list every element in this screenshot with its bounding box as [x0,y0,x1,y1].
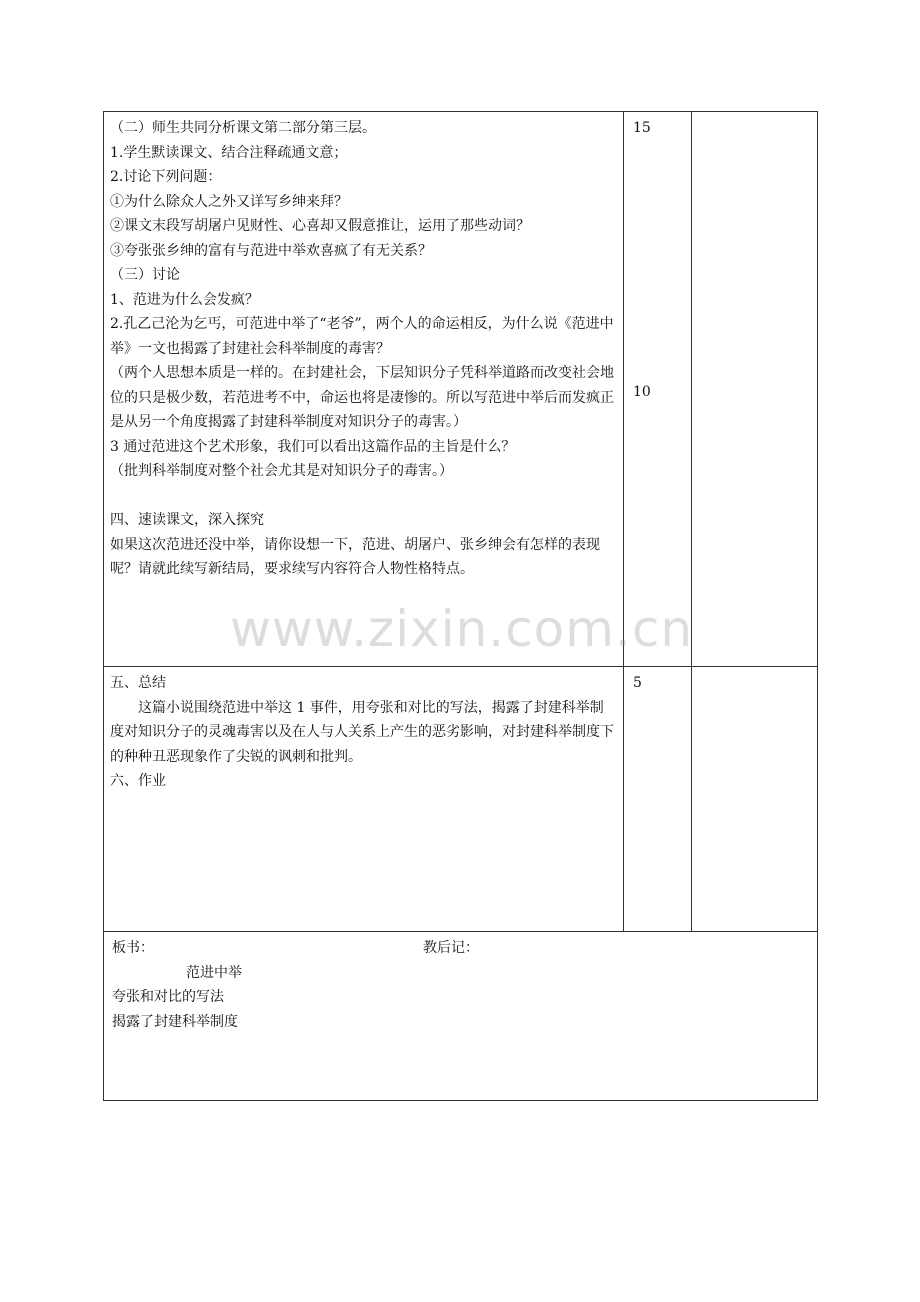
analysis-line: （三）讨论 [110,267,180,283]
analysis-cell [104,112,624,667]
section-four-heading: 四、速读课文，深入探究 [110,512,264,528]
board-line: 夸张和对比的写法 [112,989,224,1005]
time-value: 5 [633,675,642,691]
board-content [112,936,242,1034]
section-five-text: 这篇小说围绕范进中举这 1 事件，用夸张和对比的写法，揭露了封建科举制度对知识分子的灵魂毒害以及在人与人关系上产生的恶劣影响，对封建科举制度下的种种丑恶现象作了尖锐的讽刺和批判。 [110,699,614,765]
discussion-question-3: 3 通过范进这个艺术形象，我们可以看出这篇作品的主旨是什么？ [110,438,516,455]
analysis-line: 1.学生默读课文、结合注释疏通文意； [110,144,348,161]
discussion-answer-3: （批判科举制度对整个社会尤其是对知识分子的毒害。） [110,463,453,479]
analysis-line: ③夸张张乡绅的富有与范进中举欢喜疯了有无关系？ [110,242,432,259]
analysis-row [104,112,818,667]
section-four-text: 如果这次范进还没中举，请你设想一下，范进、胡屠户、张乡绅会有怎样的表现呢？请就此续写新结局，要求续写内容符合人物性格特点。 [110,536,600,577]
summary-row [104,667,818,932]
board-cell [104,932,818,1101]
time-cell [624,667,692,932]
board-line: 揭露了封建科举制度 [112,1013,238,1030]
summary-cell [104,667,624,932]
time-cell [624,112,692,667]
board-title: 范进中举 [186,964,242,981]
board-row [104,932,818,1101]
board-label: 板书： [112,940,154,956]
section-five-heading: 五、总结 [110,675,166,691]
notes-cell [692,667,818,932]
section-six-heading: 六、作业 [110,773,166,789]
analysis-line: 2.讨论下列问题： [110,169,222,185]
teaching-notes-label: 教后记： [423,940,479,956]
notes-cell [692,112,818,667]
analysis-line: ①为什么除众人之外又详写乡绅来拜？ [110,193,348,210]
blank-line [110,484,617,509]
watermark: www.zixin.com.cn [230,600,694,658]
analysis-line: ②课文末段写胡屠户见财性、心喜却又假意推让，运用了那些动词？ [110,218,530,234]
analysis-line: 1、范进为什么会发疯？ [110,291,259,308]
lesson-plan-table [103,111,818,1101]
time-value: 15 [633,120,651,136]
analysis-line: （二）师生共同分析课文第二部分第三层。 [110,120,376,136]
discussion-question-2: 2.孔乙己沦为乞丐，可范进中举了“老爷”，两个人的命运相反，为什么说《范进中举》一文也揭露了封建社会科举制度的毒害？ [110,316,614,357]
discussion-answer-2: （两个人思想本质是一样的。在封建社会，下层知识分子凭科举道路而改变社会地位的只是极少数，若范进考不中，命运也将是凄惨的。所以写范进中举后而发疯正是从另一个角度揭露了封建科举制度对知识分子的毒害。） [110,365,614,430]
time-value: 10 [633,384,651,400]
